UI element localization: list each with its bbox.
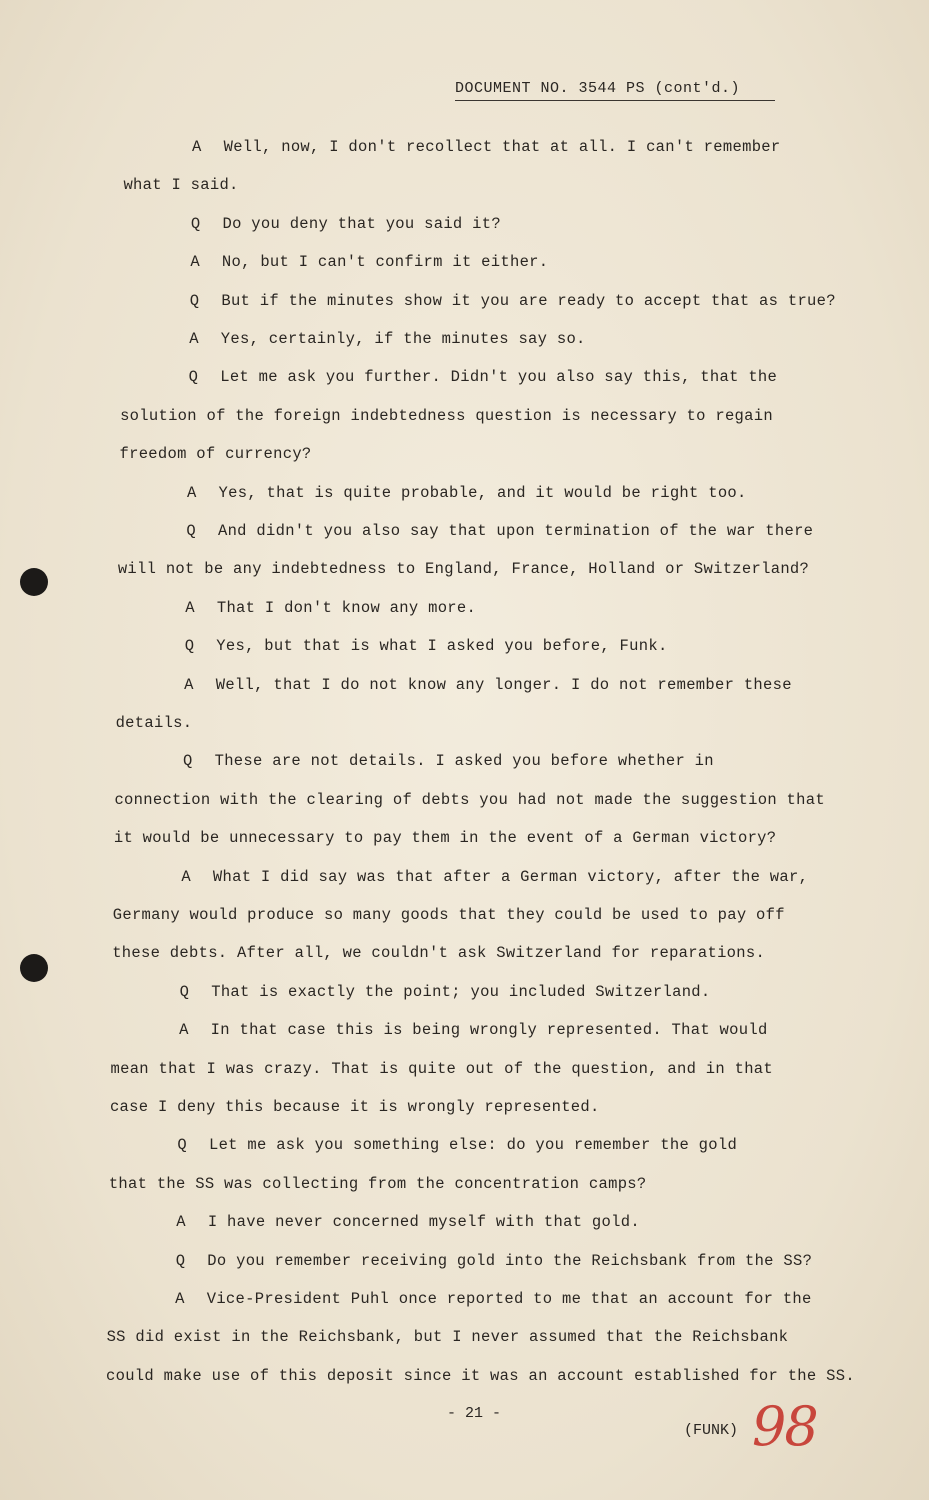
speaker-label: Q [179,982,190,1001]
line-text: Vice-President Puhl once reported to me that an account for the [206,1290,812,1308]
speaker-label: Q [177,1136,187,1155]
line-text: In that case this is being wrongly represented. That would [210,1021,768,1040]
transcript-line-continuation [114,791,825,809]
speaker-label: Q [186,522,196,540]
line-text: Let me ask you something else: do you remember the gold [208,1136,738,1155]
transcript-line-continuation [120,445,312,463]
punch-hole [20,954,48,982]
line-text: that the SS was collecting from the concentration camps? [108,1174,647,1193]
speaker-label: A [186,483,197,502]
document-number: DOCUMENT NO. 3544 PS (cont'd.) [455,80,741,97]
line-text: That I don't know any more. [216,598,477,617]
speaker-label: A [185,598,195,617]
line-text: Do you remember receiving gold into the Reichsbank from the SS? [207,1251,813,1270]
line-text: And didn't you also say that upon termination of the war there [217,522,814,540]
line-text: SS did exist in the Reichsbank, but I never assumed that the Reichsbank [106,1328,789,1347]
speaker-label: Q [189,291,200,310]
transcript-line-answer [190,253,548,271]
transcript-line-continuation [106,1367,855,1385]
transcript-line-answer [179,1021,768,1039]
line-text: connection with the clearing of debts you had not made the suggestion that [114,790,825,809]
transcript-line-continuation [111,1060,774,1078]
speaker-label: A [175,1290,185,1308]
line-text: What I did say was that after a German victory, after the war, [212,867,809,886]
speaker-label: A [190,253,200,272]
transcript-line-answer [185,599,476,617]
line-text: what I said. [123,176,239,195]
line-text: But if the minutes show it you are ready to accept that as true? [221,291,836,310]
line-text: it would be unnecessary to pay them in the event of a German victory? [113,829,777,848]
speaker-label: A [189,330,199,348]
transcript-line-answer [187,484,747,502]
speaker-label: Q [183,752,193,771]
line-text: mean that I was crazy. That is quite out of the question, and in that [110,1059,774,1078]
line-text: Germany would produce so many goods that they could be used to pay off [112,906,785,924]
line-text: That is exactly the point; you included Switzerland. [211,982,711,1001]
line-text: Well, now, I don't recollect that at all. I can't remember [223,138,781,156]
line-text: These are not details. I asked you before whether in [214,752,714,771]
line-text: Yes, but that is what I asked you before, Funk. [216,637,668,656]
transcript-line-answer [181,868,808,886]
transcript-line-continuation [109,1175,647,1193]
speaker-label: Q [184,637,195,656]
transcript-line-answer [176,1213,640,1231]
line-text: could make use of this deposit since it was an account established for the SS. [106,1366,855,1385]
speaker-label: A [179,1021,189,1040]
transcript-line-answer [192,138,781,156]
transcript-line-question [191,215,501,233]
transcript-line-question [189,368,778,386]
line-text: No, but I can't confirm it either. [221,253,549,272]
line-text: details. [115,714,193,732]
speaker-label: Q [190,214,201,233]
line-text: case I deny this because it is wrongly represented. [109,1098,600,1116]
line-text: will not be any indebtedness to England, France, Holland or Switzerland? [117,560,810,579]
page-number: - 21 - [447,1405,502,1422]
transcript-line-continuation [114,829,777,847]
line-text: I have never concerned myself with that gold. [207,1213,640,1232]
transcript-line-answer [184,676,792,694]
transcript-line-question [177,1136,737,1154]
line-text: freedom of currency? [119,445,312,464]
speaker-label: A [176,1213,186,1232]
transcript-line-question [185,637,668,655]
speaker-label: A [192,138,202,156]
speaker-label: Q [188,368,199,387]
header-underline [455,100,775,101]
transcript-line-continuation [116,714,193,732]
line-text: Let me ask you further. Didn't you also say this, that the [220,368,778,387]
transcript-line-continuation [120,407,773,425]
transcript-line-question [183,752,714,770]
transcript-line-question [180,983,711,1001]
speaker-label: A [184,675,194,694]
transcript-line-question [176,1252,813,1270]
document-number-header [455,80,775,97]
speaker-label: Q [175,1251,186,1270]
line-text: Do you deny that you said it? [222,214,501,233]
transcript-line-question [186,522,813,540]
line-text: Well, that I do not know any longer. I do not remember these [215,675,792,694]
speaker-label: A [181,867,191,886]
defendant-label: (FUNK) [684,1422,739,1439]
punch-hole [20,568,48,596]
line-text: these debts. After all, we couldn't ask Switzerland for reparations. [112,944,766,963]
transcript-line-continuation [113,906,785,924]
transcript-line-continuation [123,176,238,194]
transcript-line-continuation [112,944,765,962]
transcript-line-continuation [107,1328,789,1346]
line-text: Yes, certainly, if the minutes say so. [220,330,586,348]
handwritten-page-number: 98 [752,1395,817,1458]
line-text: Yes, that is quite probable, and it would be right too. [218,483,747,502]
transcript-line-continuation [110,1098,600,1116]
transcript-line-answer [175,1290,812,1308]
transcript-line-question [190,292,836,310]
transcript-line-answer [189,330,585,348]
line-text: solution of the foreign indebtedness question is necessary to regain [120,406,773,425]
transcript-line-continuation [118,560,809,578]
